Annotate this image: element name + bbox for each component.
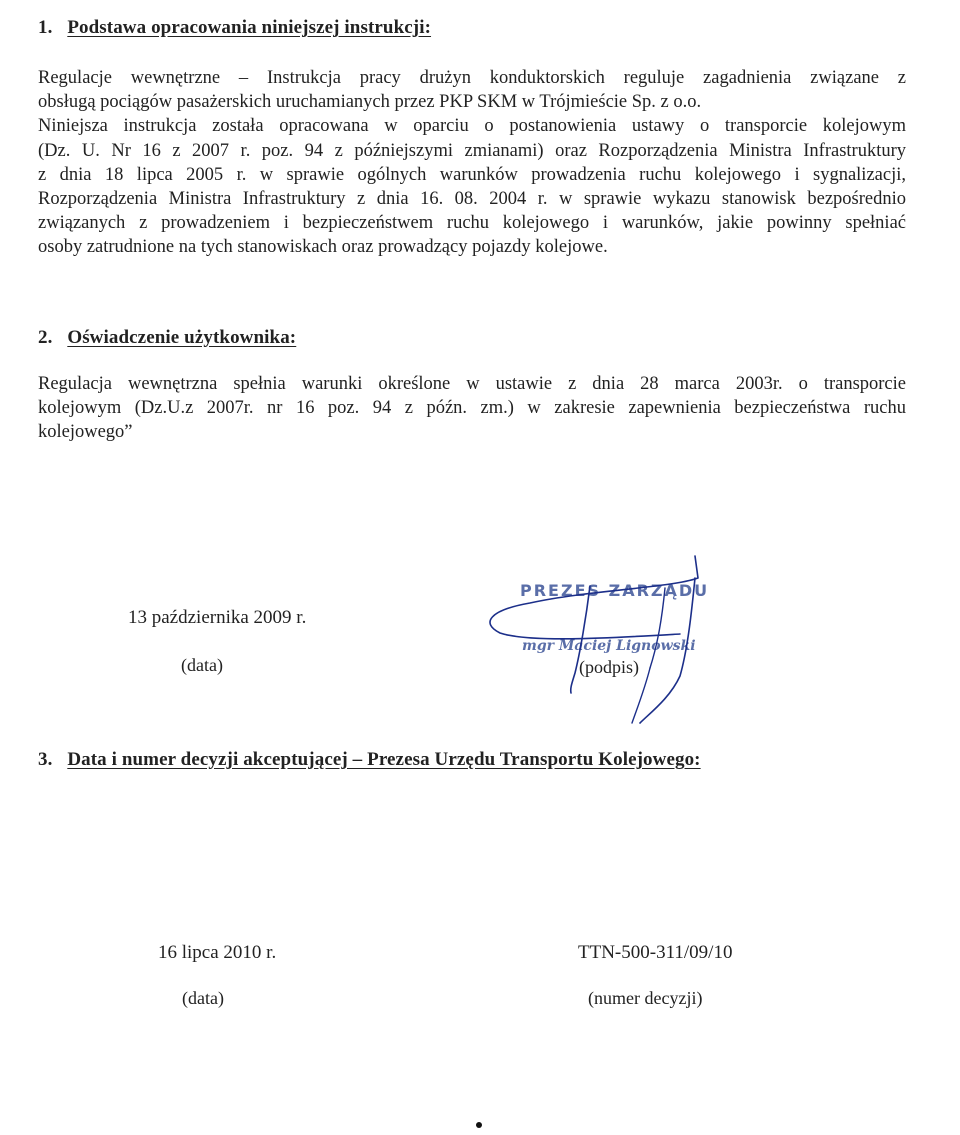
paragraph-line: Niniejsza instrukcja została opracowana w oparciu o postanowienia ustawy o transporcie kolejowym xyxy=(38,116,906,137)
section-3-heading xyxy=(38,749,701,771)
section-3-number: 3. xyxy=(38,749,53,770)
signature-stroke xyxy=(650,588,665,668)
paragraph-line: związanych z prowadzeniem i bezpieczeństwem ruchu kolejowego i warunków, jakie powinny spełniać xyxy=(38,213,906,234)
signature-caption: (podpis) xyxy=(579,657,639,677)
paragraph-line: kolejowego” xyxy=(38,422,133,443)
section-1-paragraph xyxy=(38,66,906,260)
section-1-title: Podstawa opracowania niniejszej instrukcji: xyxy=(67,17,432,38)
paragraph-line: z dnia 18 lipca 2005 r. w sprawie ogólnych warunków prowadzenia ruchu kolejowego i sygnalizacji, xyxy=(38,164,906,185)
section-1-number: 1. xyxy=(38,17,53,38)
section-3-date-caption: (data) xyxy=(182,988,224,1008)
section-2-heading xyxy=(38,327,296,349)
paragraph-line: Regulacja wewnętrzna spełnia warunki określone w ustawie z dnia 28 marca 2003r. o transporcie xyxy=(38,374,906,394)
stamp-title: PREZES ZARZĄDU xyxy=(520,581,710,600)
section-3-title: Data i numer decyzji akceptującej – Prezesa Urzędu Transportu Kolejowego: xyxy=(67,749,701,770)
page-dot xyxy=(476,1122,482,1128)
section-2-date-caption: (data) xyxy=(181,655,223,675)
stamp-name: mgr Maciej Lignowski xyxy=(522,638,696,654)
decision-number: TTN-500-311/09/10 xyxy=(578,942,733,963)
section-3-date: 16 lipca 2010 r. xyxy=(158,942,277,963)
paragraph-line: kolejowym (Dz.U.z 2007r. nr 16 poz. 94 z późn. zm.) w zakresie zapewnienia bezpieczeństwa ruchu xyxy=(38,398,906,419)
signature-stamp xyxy=(470,548,730,728)
paragraph-line: Regulacje wewnętrzne – Instrukcja pracy drużyn konduktorskich reguluje zagadnienia związane z xyxy=(38,68,906,88)
section-2-date: 13 października 2009 r. xyxy=(128,607,307,628)
paragraph-line: osoby zatrudnione na tych stanowiskach oraz prowadzący pojazdy kolejowe. xyxy=(38,237,608,258)
paragraph-line: (Dz. U. Nr 16 z 2007 r. poz. 94 z późniejszymi zmianami) oraz Rozporządzenia Ministra Infrastruktury xyxy=(38,140,906,161)
decision-number-caption: (numer decyzji) xyxy=(588,988,703,1008)
section-2-paragraph xyxy=(38,372,906,445)
section-2-title: Oświadczenie użytkownika: xyxy=(67,327,297,348)
section-1-heading xyxy=(38,17,431,39)
paragraph-line: Rozporządzenia Ministra Infrastruktury z dnia 16. 08. 2004 r. w sprawie wykazu stanowisk bezpośrednio xyxy=(38,189,906,210)
paragraph-line: obsługą pociągów pasażerskich uruchamianych przez PKP SKM w Trójmieście Sp. z o.o. xyxy=(38,92,702,113)
section-2-number: 2. xyxy=(38,327,53,348)
